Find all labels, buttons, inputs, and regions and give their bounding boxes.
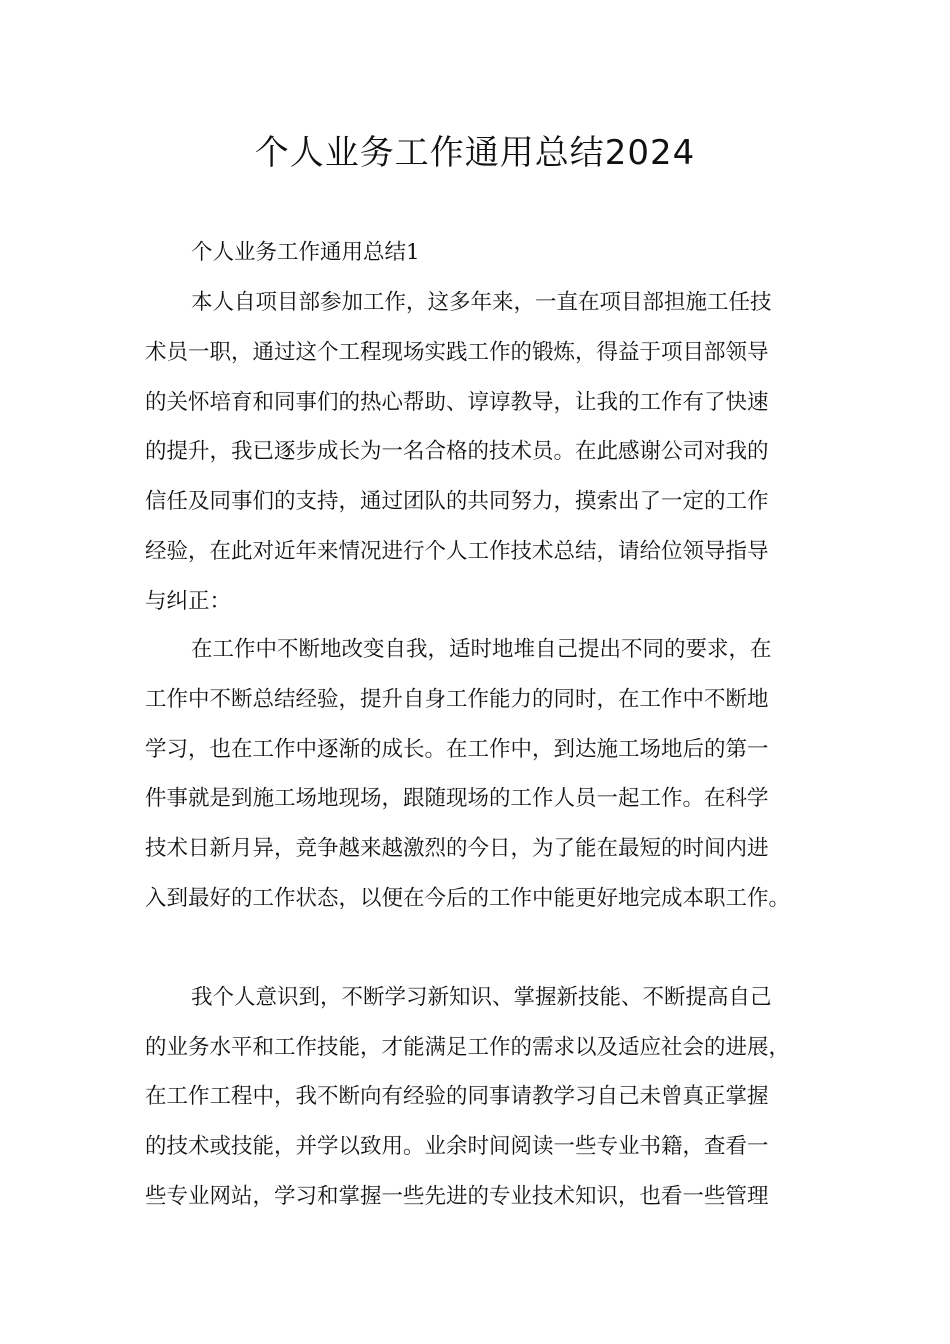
document-title: 个人业务工作通用总结2024	[254, 133, 696, 173]
paragraph-line: 在工作中不断地改变自我，适时地堆自己提出不同的要求，在	[191, 637, 772, 662]
paragraph-line: 的业务水平和工作技能，才能满足工作的需求以及适应社会的进展，	[145, 1035, 791, 1060]
paragraph-line: 在工作工程中，我不断向有经验的同事请教学习自己未曾真正掌握	[145, 1084, 769, 1109]
paragraph-line: 些专业网站，学习和掌握一些先进的专业技术知识，也看一些管理	[145, 1184, 769, 1209]
paragraph-line: 与纠正：	[145, 589, 232, 614]
paragraph-line: 我个人意识到，不断学习新知识、掌握新技能、不断提高自己	[191, 985, 772, 1010]
paragraph-line: 的提升，我已逐步成长为一名合格的技术员。在此感谢公司对我的	[145, 439, 769, 464]
paragraph-line: 的关怀培育和同事们的热心帮助、谆谆教导，让我的工作有了快速	[145, 390, 769, 415]
paragraph-line: 的技术或技能，并学以致用。业余时间阅读一些专业书籍，查看一	[145, 1134, 769, 1159]
paragraph-line: 件事就是到施工场地现场，跟随现场的工作人员一起工作。在科学	[145, 786, 769, 811]
paragraph-line: 本人自项目部参加工作，这多年来，一直在项目部担施工任技	[191, 290, 772, 315]
paragraph-line: 经验，在此对近年来情况进行个人工作技术总结，请给位领导指导	[145, 539, 769, 564]
paragraph-line: 信任及同事们的支持，通过团队的共同努力，摸索出了一定的工作	[145, 489, 769, 514]
paragraph-line: 工作中不断总结经验，提升自身工作能力的同时，在工作中不断地	[145, 687, 769, 712]
paragraph-line: 技术日新月异，竞争越来越激烈的今日，为了能在最短的时间内进	[145, 836, 769, 861]
paragraph-line: 学习，也在工作中逐渐的成长。在工作中，到达施工场地后的第一	[145, 737, 769, 762]
paragraph-line: 入到最好的工作状态，以便在今后的工作中能更好地完成本职工作。	[145, 886, 791, 911]
section-heading: 个人业务工作通用总结1	[191, 240, 420, 265]
paragraph-line: 术员一职，通过这个工程现场实践工作的锻炼，得益于项目部领导	[145, 340, 769, 365]
